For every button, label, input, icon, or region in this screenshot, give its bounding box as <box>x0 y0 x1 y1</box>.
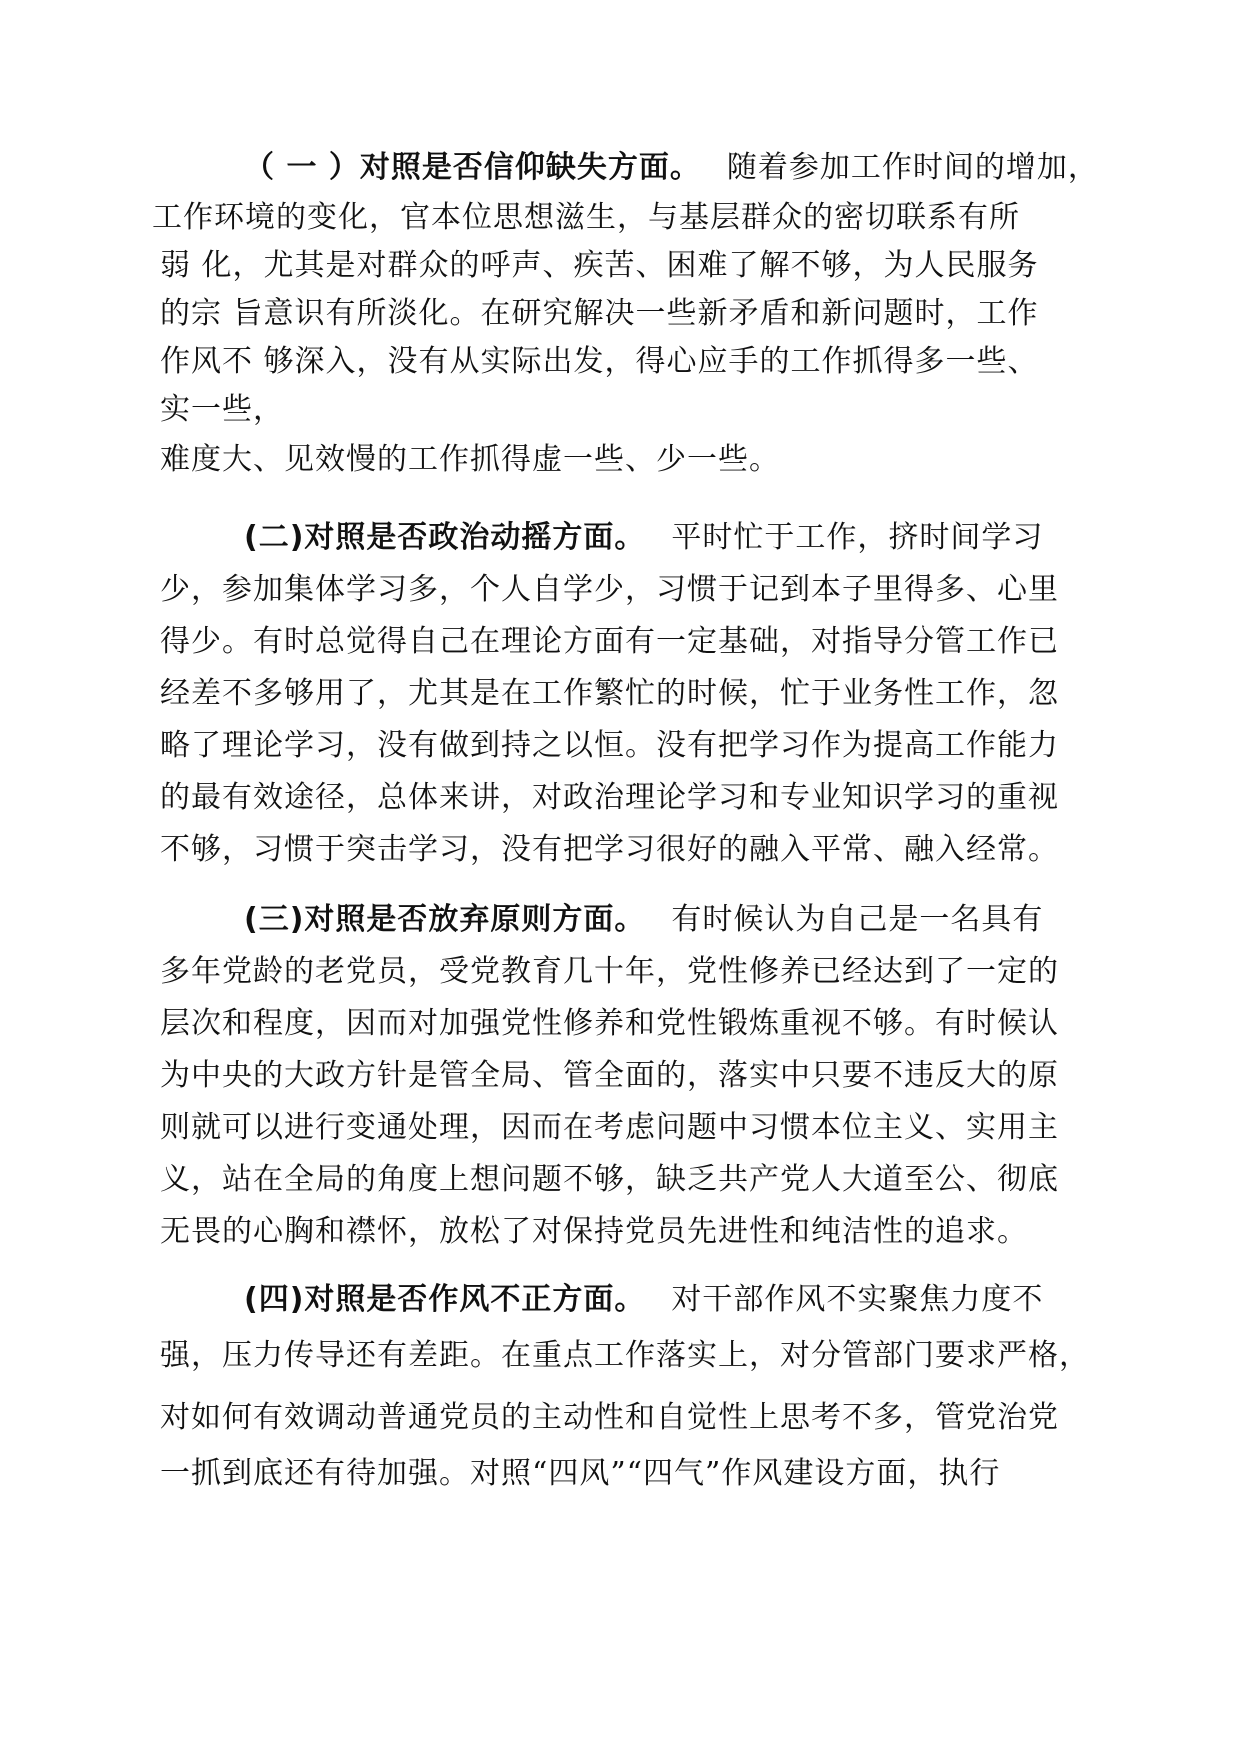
section-1-text-line: 实一些， <box>160 392 284 427</box>
section-1-text-line: 难度大、见效慢的工作抓得虚一些、少一些。 <box>160 442 780 477</box>
section-1-text-line: 随着参加工作时间的增加， <box>726 150 1099 185</box>
section-2-text-line: 平时忙于工作，挤时间学习 <box>671 520 1044 555</box>
section-1-text-line: 作风不 够深入，没有从实际出发，得心应手的工作抓得多一些、 <box>160 344 1039 379</box>
section-1-text-line: 工作环境的变化，官本位思想滋生，与基层群众的密切联系有所 <box>152 200 1020 235</box>
section-1-text-line: 弱 化，尤其是对群众的呼声、疾苦、困难了解不够，为人民服务 <box>160 248 1039 283</box>
section-2-text-line: 经差不多够用了，尤其是在工作繁忙的时候，忙于业务性工作，忽 <box>160 676 1059 711</box>
section-3-text-line: 无畏的心胸和襟怀，放松了对保持党员先进性和纯洁性的追求。 <box>160 1214 1028 1249</box>
section-3-text-line: 义，站在全局的角度上想问题不够，缺乏共产党人大道至公、彻底 <box>160 1162 1059 1197</box>
section-2-first-line <box>244 518 1043 558</box>
section-3-text-line: 则就可以进行变通处理，因而在考虑问题中习惯本位主义、实用主 <box>160 1110 1059 1145</box>
section-4-text-line: 强，压力传导还有差距。在重点工作落实上，对分管部门要求严格， <box>160 1338 1090 1373</box>
section-3-heading: (三)对照是否放弃原则方面。 <box>244 902 646 937</box>
section-3-text-line: 层次和程度，因而对加强党性修养和党性锻炼重视不够。有时候认 <box>160 1006 1059 1041</box>
section-2-text-line: 少，参加集体学习多，个人自学少，习惯于记到本子里得多、心里 <box>160 572 1059 607</box>
section-1-first-line <box>244 148 1099 188</box>
section-4-text-line: 对如何有效调动普通党员的主动性和自觉性上思考不多，管党治党 <box>160 1400 1059 1435</box>
section-3-first-line <box>244 900 1043 940</box>
section-3-text-line: 多年党龄的老党员，受党教育几十年，党性修养已经达到了一定的 <box>160 954 1059 989</box>
section-3-text-line: 为中央的大政方针是管全局、管全面的，落实中只要不违反大的原 <box>160 1058 1059 1093</box>
section-4-heading: (四)对照是否作风不正方面。 <box>244 1282 646 1317</box>
section-4-text-line: 对干部作风不实聚焦力度不 <box>671 1282 1044 1317</box>
section-4-text-line: 一抓到底还有待加强。对照“四风”“四气”作风建设方面，执行 <box>160 1456 1001 1491</box>
section-4-first-line <box>244 1280 1043 1320</box>
section-1-heading: （ 一 ）对照是否信仰缺失方面。 <box>244 150 701 185</box>
section-1-text-line: 的宗 旨意识有所淡化。在研究解决一些新矛盾和新问题时，工作 <box>160 296 1039 331</box>
section-2-text-line: 略了理论学习，没有做到持之以恒。没有把学习作为提高工作能力 <box>160 728 1059 763</box>
section-2-heading: (二)对照是否政治动摇方面。 <box>244 520 646 555</box>
section-3-text-line: 有时候认为自己是一名具有 <box>671 902 1044 937</box>
section-2-text-line: 的最有效途径，总体来讲，对政治理论学习和专业知识学习的重视 <box>160 780 1059 815</box>
section-2-text-line: 得少。有时总觉得自己在理论方面有一定基础，对指导分管工作已 <box>160 624 1059 659</box>
section-2-text-line: 不够，习惯于突击学习，没有把学习很好的融入平常、融入经常。 <box>160 832 1059 867</box>
